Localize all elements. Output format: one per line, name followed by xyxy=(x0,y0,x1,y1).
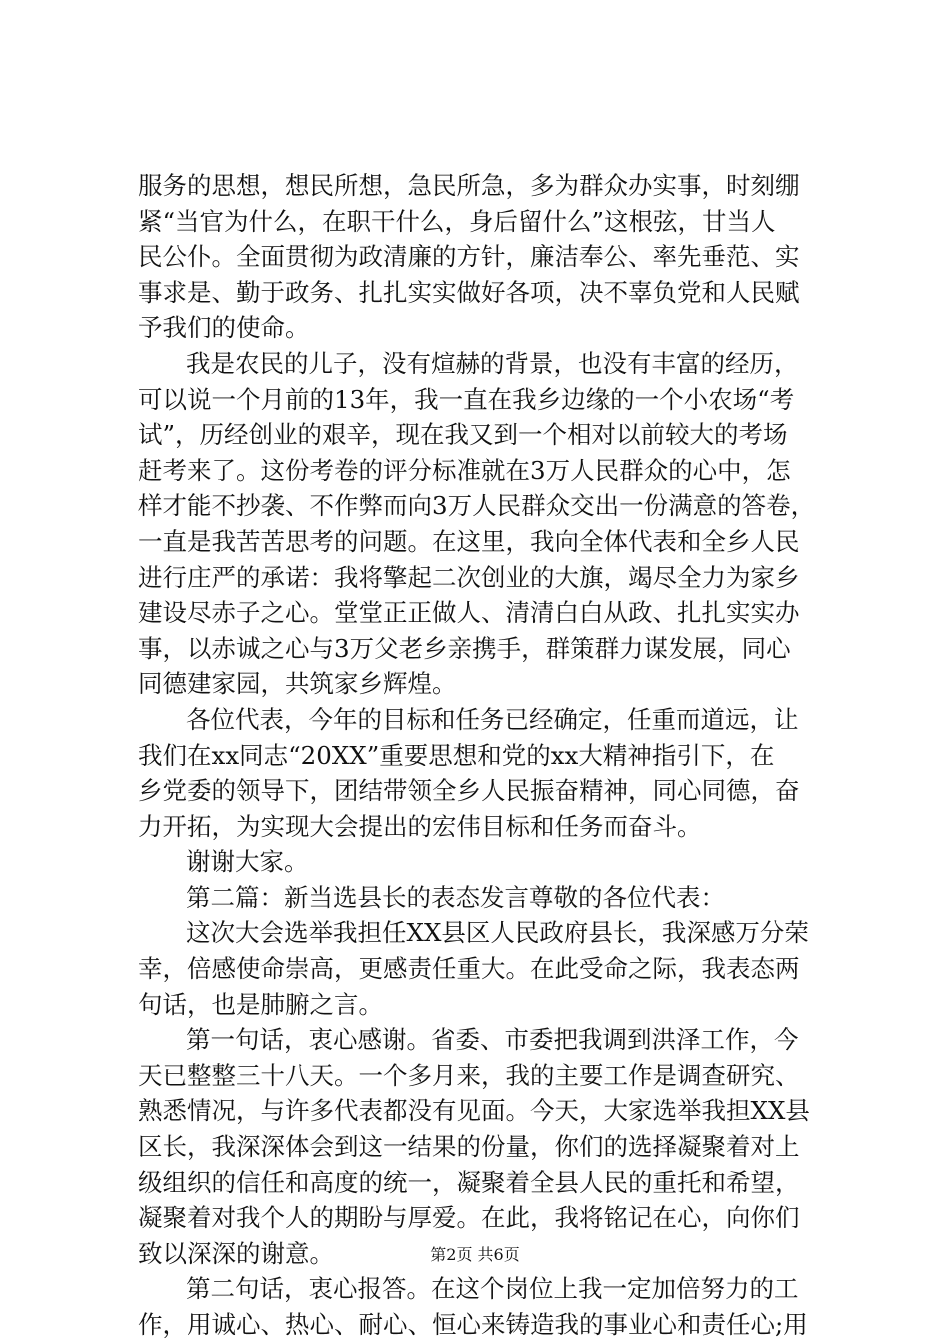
text-line: 幸，倍感使命崇高，更感责任重大。在此受命之际，我表态两 xyxy=(138,954,800,984)
paragraph-first-line: 第一句话，衷心感谢。省委、市委把我调到洪泽工作，今 xyxy=(186,1025,799,1055)
text-line: 区长，我深深体会到这一结果的份量，你们的选择凝聚着对上 xyxy=(138,1132,800,1162)
text-line: 可以说一个月前的13年，我一直在我乡边缘的一个小农场“考 xyxy=(138,384,795,414)
text-line: 作，用诚心、热心、耐心、恒心来铸造我的事业心和责任心;用 xyxy=(138,1310,808,1339)
document-body xyxy=(138,168,828,1343)
text-line: 予我们的使命。 xyxy=(138,313,310,343)
text-line: 试”，历经创业的艰辛，现在我又到一个相对以前较大的考场 xyxy=(138,420,788,450)
paragraph-first-line: 我是农民的儿子，没有煊赫的背景，也没有丰富的经历， xyxy=(186,348,799,378)
text-line: 级组织的信任和高度的统一，凝聚着全县人民的重托和希望， xyxy=(138,1167,800,1197)
section-heading: 第二篇：新当选县长的表态发言尊敬的各位代表： xyxy=(186,882,725,912)
text-line: 熟悉情况，与许多代表都没有见面。今天，大家选举我担XX县 xyxy=(138,1096,810,1126)
text-line: 进行庄严的承诺：我将擎起二次创业的大旗，竭尽全力为家乡 xyxy=(138,562,800,592)
text-line: 乡党委的领导下，团结带领全乡人民振奋精神，同心同德，奋 xyxy=(138,776,800,806)
text-line: 服务的思想，想民所想，急民所急，多为群众办实事，时刻绷 xyxy=(138,171,800,200)
text-line: 我们在xx同志“20XX”重要思想和党的xx大精神指引下，在 xyxy=(138,740,775,770)
paragraph-first-line: 这次大会选举我担任XX县区人民政府县长，我深感万分荣 xyxy=(186,918,809,948)
text-line: 事，以赤诚之心与3万父老乡亲携手，群策群力谋发展，同心 xyxy=(138,633,791,663)
page-number-footer: 第2页 共6页 xyxy=(430,1245,520,1264)
text-line: 事求是、勤于政务、扎扎实实做好各项，决不辜负党和人民赋 xyxy=(138,277,800,307)
text-line: 一直是我苦苦思考的问题。在这里，我向全体代表和全乡人民 xyxy=(138,526,800,556)
text-line: 凝聚着对我个人的期盼与厚爱。在此，我将铭记在心，向你们 xyxy=(138,1203,800,1233)
text-line: 天已整整三十八天。一个多月来，我的主要工作是调查研究、 xyxy=(138,1060,800,1090)
text-line: 致以深深的谢意。 xyxy=(138,1238,334,1268)
text-line: 力开拓，为实现大会提出的宏伟目标和任务而奋斗。 xyxy=(138,811,702,841)
text-line: 民公仆。全面贯彻为政清廉的方针，廉洁奉公、率先垂范、实 xyxy=(138,242,800,272)
text-line: 紧“当官为什么，在职干什么，身后留什么”这根弦，甘当人 xyxy=(138,206,776,236)
text-line: 建设尽赤子之心。堂堂正正做人、清清白白从政、扎扎实实办 xyxy=(138,598,800,628)
paragraph-first-line: 各位代表，今年的目标和任务已经确定，任重而道远，让 xyxy=(186,704,799,734)
paragraph-first-line: 谢谢大家。 xyxy=(186,847,309,877)
text-line: 赶考来了。这份考卷的评分标准就在3万人民群众的心中，怎 xyxy=(138,455,791,485)
text-line: 句话，也是肺腑之言。 xyxy=(138,989,383,1019)
text-line: 样才能不抄袭、不作弊而向3万人民群众交出一份满意的答卷， xyxy=(138,491,816,521)
paragraph-first-line: 第二句话，衷心报答。在这个岗位上我一定加倍努力的工 xyxy=(186,1274,799,1304)
text-line: 同德建家园，共筑家乡辉煌。 xyxy=(138,669,457,699)
